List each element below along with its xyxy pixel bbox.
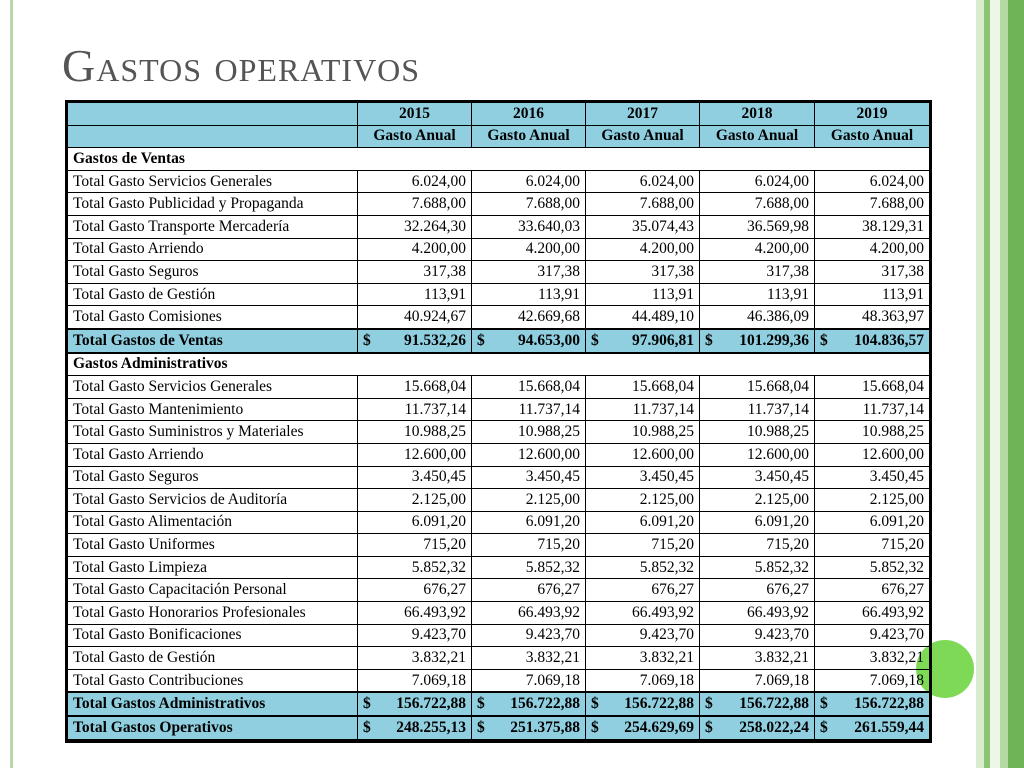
row-value: 33.640,03: [472, 215, 586, 238]
row-value: 7.069,18: [472, 669, 586, 692]
currency-symbol: $: [591, 695, 599, 713]
header-blank-cell: [68, 125, 358, 148]
section-filler: [700, 148, 815, 171]
row-value: 715,20: [815, 534, 930, 557]
section-filler: [472, 148, 586, 171]
row-value: 4.200,00: [358, 238, 472, 261]
total-label: Total Gastos Operativos: [68, 716, 358, 740]
total-amount: 91.532,26: [404, 331, 466, 349]
currency-symbol: $: [705, 695, 713, 713]
row-value: 6.091,20: [700, 511, 815, 534]
table-row: [68, 579, 930, 602]
total-amount: 261.559,44: [854, 718, 924, 736]
row-label: Total Gasto Servicios Generales: [68, 376, 358, 399]
row-value: 3.832,21: [815, 647, 930, 670]
row-value: 10.988,25: [815, 421, 930, 444]
total-value: [586, 692, 700, 716]
section-filler: [815, 353, 930, 376]
row-value: 3.450,45: [472, 466, 586, 489]
row-value: 5.852,32: [700, 556, 815, 579]
table-row: [68, 398, 930, 421]
year-header: 2015: [358, 103, 472, 126]
row-label: Total Gasto Alimentación: [68, 511, 358, 534]
currency-symbol: $: [477, 718, 485, 736]
row-value: 113,91: [700, 283, 815, 306]
row-value: 6.024,00: [472, 170, 586, 193]
total-amount: 104.836,57: [854, 331, 924, 349]
row-value: 11.737,14: [358, 398, 472, 421]
currency-symbol: $: [363, 718, 371, 736]
row-value: 2.125,00: [358, 489, 472, 512]
row-value: 7.688,00: [586, 193, 700, 216]
row-value: 676,27: [815, 579, 930, 602]
row-label: Total Gasto Publicidad y Propaganda: [68, 193, 358, 216]
row-value: 4.200,00: [472, 238, 586, 261]
row-value: 12.600,00: [586, 443, 700, 466]
row-value: 6.091,20: [472, 511, 586, 534]
table-row: [68, 376, 930, 399]
currency-symbol: $: [820, 331, 828, 349]
row-value: 7.688,00: [700, 193, 815, 216]
row-value: 40.924,67: [358, 306, 472, 329]
total-amount: 97.906,81: [632, 331, 694, 349]
row-value: 715,20: [472, 534, 586, 557]
row-value: 317,38: [586, 261, 700, 284]
row-value: 113,91: [815, 283, 930, 306]
total-value: [586, 716, 700, 740]
table-row: [68, 306, 930, 329]
table-row: [68, 489, 930, 512]
table-row: [68, 669, 930, 692]
currency-symbol: $: [820, 718, 828, 736]
row-value: 113,91: [358, 283, 472, 306]
row-value: 44.489,10: [586, 306, 700, 329]
row-value: 46.386,09: [700, 306, 815, 329]
row-value: 11.737,14: [700, 398, 815, 421]
section-filler: [586, 353, 700, 376]
row-value: 6.024,00: [586, 170, 700, 193]
row-value: 12.600,00: [358, 443, 472, 466]
total-value: [358, 692, 472, 716]
row-value: 15.668,04: [358, 376, 472, 399]
row-value: 12.600,00: [700, 443, 815, 466]
row-value: 9.423,70: [700, 624, 815, 647]
row-value: 10.988,25: [586, 421, 700, 444]
header-blank-cell: [68, 103, 358, 126]
row-value: 6.024,00: [700, 170, 815, 193]
row-label: Total Gasto Contribuciones: [68, 669, 358, 692]
subheader-label: Gasto Anual: [472, 125, 586, 148]
row-value: 11.737,14: [472, 398, 586, 421]
row-value: 113,91: [472, 283, 586, 306]
table-row: [68, 624, 930, 647]
row-label: Total Gasto Comisiones: [68, 306, 358, 329]
row-value: 317,38: [472, 261, 586, 284]
row-value: 3.832,21: [586, 647, 700, 670]
year-header: 2019: [815, 103, 930, 126]
row-value: 10.988,25: [700, 421, 815, 444]
subheader-label: Gasto Anual: [700, 125, 815, 148]
year-header: 2018: [700, 103, 815, 126]
section-header-row: [68, 148, 930, 171]
row-value: 715,20: [586, 534, 700, 557]
currency-symbol: $: [820, 695, 828, 713]
row-value: 12.600,00: [815, 443, 930, 466]
row-value: 35.074,43: [586, 215, 700, 238]
row-value: 676,27: [586, 579, 700, 602]
page-title: Gastos operativos: [62, 40, 421, 91]
currency-symbol: $: [591, 331, 599, 349]
row-value: 5.852,32: [586, 556, 700, 579]
row-value: 10.988,25: [358, 421, 472, 444]
total-value: [472, 692, 586, 716]
row-label: Total Gasto Suministros y Materiales: [68, 421, 358, 444]
right-decorative-stripes: [976, 0, 1024, 768]
total-amount: 248.255,13: [396, 718, 466, 736]
total-label: Total Gastos de Ventas: [68, 329, 358, 353]
row-value: 42.669,68: [472, 306, 586, 329]
decorative-stripe: [1000, 0, 1008, 768]
row-label: Total Gasto Limpieza: [68, 556, 358, 579]
table-row: [68, 556, 930, 579]
row-value: 317,38: [815, 261, 930, 284]
row-label: Total Gasto Bonificaciones: [68, 624, 358, 647]
row-value: 66.493,92: [700, 602, 815, 625]
currency-symbol: $: [363, 331, 371, 349]
total-label: Total Gastos Administrativos: [68, 692, 358, 716]
row-value: 6.091,20: [358, 511, 472, 534]
row-value: 7.069,18: [815, 669, 930, 692]
row-value: 4.200,00: [815, 238, 930, 261]
row-value: 32.264,30: [358, 215, 472, 238]
row-value: 15.668,04: [586, 376, 700, 399]
row-label: Total Gasto Uniformes: [68, 534, 358, 557]
row-label: Total Gasto Servicios de Auditoría: [68, 489, 358, 512]
row-value: 38.129,31: [815, 215, 930, 238]
table-row: [68, 421, 930, 444]
row-label: Total Gasto Capacitación Personal: [68, 579, 358, 602]
row-label: Total Gasto Arriendo: [68, 238, 358, 261]
subheader-label: Gasto Anual: [586, 125, 700, 148]
row-value: 5.852,32: [815, 556, 930, 579]
total-value: [472, 716, 586, 740]
table-row: [68, 466, 930, 489]
row-value: 317,38: [358, 261, 472, 284]
subheader-row: [68, 125, 930, 148]
section-title: Gastos de Ventas: [68, 148, 358, 171]
table-row: [68, 511, 930, 534]
section-header-row: [68, 353, 930, 376]
row-value: 12.600,00: [472, 443, 586, 466]
row-value: 317,38: [700, 261, 815, 284]
currency-symbol: $: [591, 718, 599, 736]
row-value: 15.668,04: [472, 376, 586, 399]
operating-expenses-table: [67, 102, 930, 741]
row-label: Total Gasto Seguros: [68, 261, 358, 284]
row-label: Total Gasto Honorarios Profesionales: [68, 602, 358, 625]
row-value: 5.852,32: [472, 556, 586, 579]
total-value: [700, 716, 815, 740]
row-value: 715,20: [700, 534, 815, 557]
row-value: 5.852,32: [358, 556, 472, 579]
total-amount: 156.722,88: [739, 695, 809, 713]
row-value: 11.737,14: [586, 398, 700, 421]
row-value: 10.988,25: [472, 421, 586, 444]
total-amount: 94.653,00: [518, 331, 580, 349]
total-value: [358, 329, 472, 353]
table-row: [68, 215, 930, 238]
row-value: 2.125,00: [586, 489, 700, 512]
row-label: Total Gasto Mantenimiento: [68, 398, 358, 421]
row-value: 4.200,00: [700, 238, 815, 261]
row-value: 6.091,20: [586, 511, 700, 534]
total-amount: 251.375,88: [510, 718, 580, 736]
row-value: 676,27: [472, 579, 586, 602]
row-label: Total Gasto Seguros: [68, 466, 358, 489]
table-row: [68, 170, 930, 193]
decorative-stripe: [990, 0, 1000, 768]
year-header: 2016: [472, 103, 586, 126]
row-label: Total Gasto Arriendo: [68, 443, 358, 466]
table-body: [68, 148, 930, 740]
row-value: 6.024,00: [358, 170, 472, 193]
total-amount: 254.629,69: [624, 718, 694, 736]
row-value: 9.423,70: [358, 624, 472, 647]
row-value: 66.493,92: [358, 602, 472, 625]
section-filler: [472, 353, 586, 376]
row-value: 3.450,45: [700, 466, 815, 489]
row-value: 7.688,00: [358, 193, 472, 216]
row-value: 3.832,21: [358, 647, 472, 670]
table-row: [68, 647, 930, 670]
currency-symbol: $: [477, 695, 485, 713]
row-label: Total Gasto de Gestión: [68, 283, 358, 306]
table-row: [68, 443, 930, 466]
total-value: [358, 716, 472, 740]
total-amount: 156.722,88: [396, 695, 466, 713]
row-value: 66.493,92: [815, 602, 930, 625]
row-value: 9.423,70: [472, 624, 586, 647]
table-row: [68, 602, 930, 625]
decorative-stripe: [1008, 0, 1024, 768]
total-amount: 258.022,24: [739, 718, 809, 736]
subheader-label: Gasto Anual: [815, 125, 930, 148]
total-amount: 101.299,36: [739, 331, 809, 349]
row-value: 676,27: [358, 579, 472, 602]
currency-symbol: $: [477, 331, 485, 349]
row-value: 7.069,18: [358, 669, 472, 692]
row-label: Total Gasto de Gestión: [68, 647, 358, 670]
row-value: 15.668,04: [815, 376, 930, 399]
row-value: 676,27: [700, 579, 815, 602]
section-total-row: [68, 329, 930, 353]
row-value: 7.069,18: [586, 669, 700, 692]
row-value: 66.493,92: [586, 602, 700, 625]
row-value: 66.493,92: [472, 602, 586, 625]
section-filler: [815, 148, 930, 171]
row-label: Total Gasto Servicios Generales: [68, 170, 358, 193]
year-header-row: [68, 103, 930, 126]
row-value: 2.125,00: [815, 489, 930, 512]
section-total-row: [68, 692, 930, 716]
total-amount: 156.722,88: [854, 695, 924, 713]
currency-symbol: $: [705, 331, 713, 349]
total-value: [586, 329, 700, 353]
row-value: 36.569,98: [700, 215, 815, 238]
row-value: 9.423,70: [586, 624, 700, 647]
table-row: [68, 193, 930, 216]
row-value: 11.737,14: [815, 398, 930, 421]
table-row: [68, 534, 930, 557]
row-value: 3.450,45: [586, 466, 700, 489]
row-value: 6.024,00: [815, 170, 930, 193]
total-value: [815, 329, 930, 353]
section-filler: [586, 148, 700, 171]
total-value: [815, 716, 930, 740]
year-header: 2017: [586, 103, 700, 126]
row-value: 2.125,00: [472, 489, 586, 512]
table-row: [68, 261, 930, 284]
row-value: 3.832,21: [472, 647, 586, 670]
row-value: 48.363,97: [815, 306, 930, 329]
grand-total-row: [68, 716, 930, 740]
row-value: 3.832,21: [700, 647, 815, 670]
currency-symbol: $: [363, 695, 371, 713]
currency-symbol: $: [705, 718, 713, 736]
decorative-stripe: [976, 0, 984, 768]
section-title: Gastos Administrativos: [68, 353, 358, 376]
total-value: [700, 329, 815, 353]
row-value: 7.069,18: [700, 669, 815, 692]
row-value: 113,91: [586, 283, 700, 306]
total-value: [700, 692, 815, 716]
row-value: 15.668,04: [700, 376, 815, 399]
total-amount: 156.722,88: [624, 695, 694, 713]
row-value: 3.450,45: [358, 466, 472, 489]
row-value: 9.423,70: [815, 624, 930, 647]
row-value: 715,20: [358, 534, 472, 557]
row-value: 6.091,20: [815, 511, 930, 534]
total-amount: 156.722,88: [510, 695, 580, 713]
row-value: 2.125,00: [700, 489, 815, 512]
row-value: 3.450,45: [815, 466, 930, 489]
row-value: 7.688,00: [472, 193, 586, 216]
row-value: 4.200,00: [586, 238, 700, 261]
subheader-label: Gasto Anual: [358, 125, 472, 148]
row-value: 7.688,00: [815, 193, 930, 216]
table-row: [68, 238, 930, 261]
left-decorative-rule: [10, 0, 13, 768]
section-filler: [700, 353, 815, 376]
row-label: Total Gasto Transporte Mercadería: [68, 215, 358, 238]
table-row: [68, 283, 930, 306]
total-value: [815, 692, 930, 716]
section-filler: [358, 353, 472, 376]
section-filler: [358, 148, 472, 171]
total-value: [472, 329, 586, 353]
